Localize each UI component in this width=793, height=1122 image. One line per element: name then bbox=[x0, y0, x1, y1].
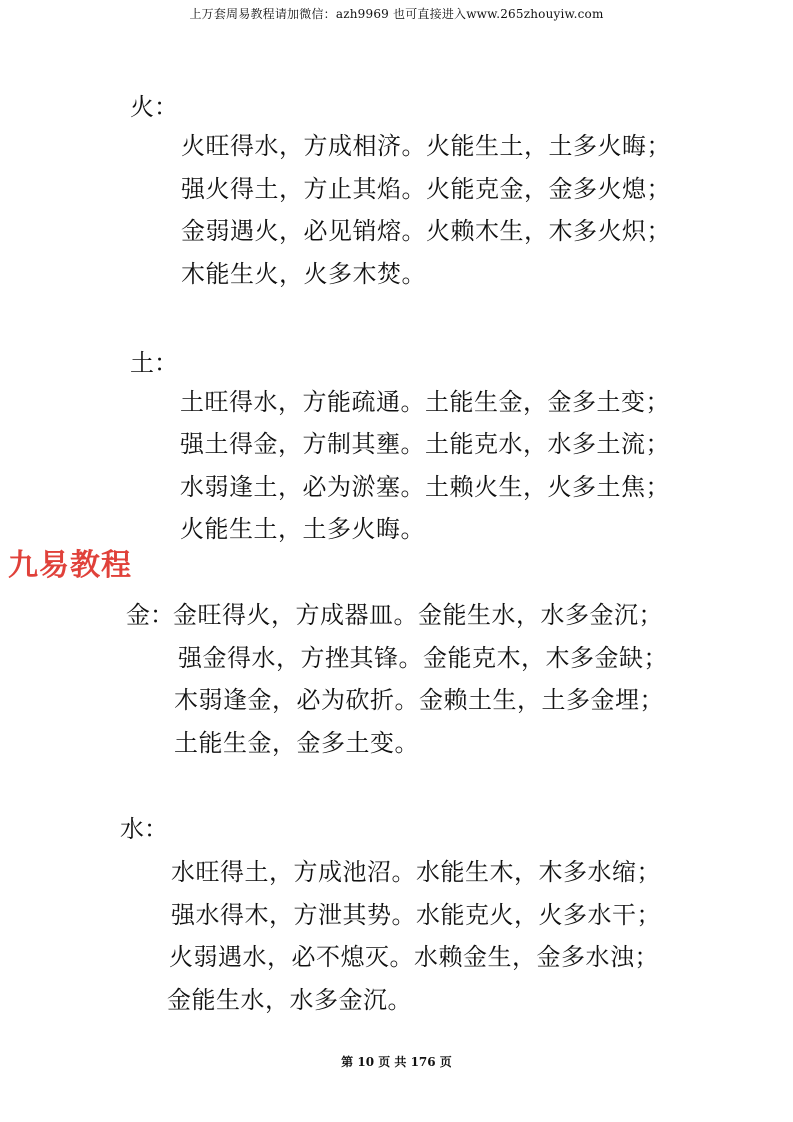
metal-line-3: 木弱逢金，必为砍折。金赖土生，土多金埋； bbox=[174, 686, 664, 714]
fire-line-2: 强火得土，方止其焰。火能克金，金多火熄； bbox=[181, 175, 671, 203]
section-heading-fire: 火： bbox=[130, 93, 178, 121]
water-line-4: 金能生水，水多金沉。 bbox=[167, 986, 412, 1014]
metal-line-1: 金旺得火，方成器皿。金能生水，水多金沉； bbox=[173, 601, 663, 629]
metal-line-2: 强金得水，方挫其锋。金能克木，木多金缺； bbox=[178, 644, 668, 672]
section-heading-water: 水： bbox=[120, 815, 168, 843]
water-line-3: 火弱遇水，必不熄灭。水赖金生，金多水浊； bbox=[169, 943, 659, 971]
earth-line-2: 强土得金，方制其壅。土能克水，水多土流； bbox=[180, 430, 670, 458]
section-heading-earth: 土： bbox=[130, 349, 178, 377]
fire-line-4: 木能生火，火多木焚。 bbox=[181, 260, 426, 288]
earth-line-3: 水弱逢土，必为淤塞。土赖火生，火多土焦； bbox=[180, 473, 670, 501]
water-line-2: 强水得木，方泄其势。水能克火，火多水干； bbox=[171, 901, 661, 929]
page-number: 第 10 页 共 176 页 bbox=[341, 1055, 452, 1069]
watermark-logo: 九易教程 bbox=[8, 548, 132, 583]
fire-line-1: 火旺得水，方成相济。火能生土，土多火晦； bbox=[181, 132, 671, 160]
section-heading-metal: 金： bbox=[126, 601, 174, 629]
metal-line-4: 土能生金，金多土变。 bbox=[174, 729, 419, 757]
water-line-1: 水旺得土，方成池沼。水能生木，木多水缩； bbox=[171, 858, 661, 886]
earth-line-1: 土旺得水，方能疏通。土能生金，金多土变； bbox=[180, 388, 670, 416]
earth-line-4: 火能生土，土多火晦。 bbox=[180, 515, 425, 543]
fire-line-3: 金弱遇火，必见销熔。火赖木生，木多火炽； bbox=[181, 217, 671, 245]
page-header: 上万套周易教程请加微信：azh9969 也可直接进入www.265zhouyiw.com bbox=[189, 7, 604, 21]
